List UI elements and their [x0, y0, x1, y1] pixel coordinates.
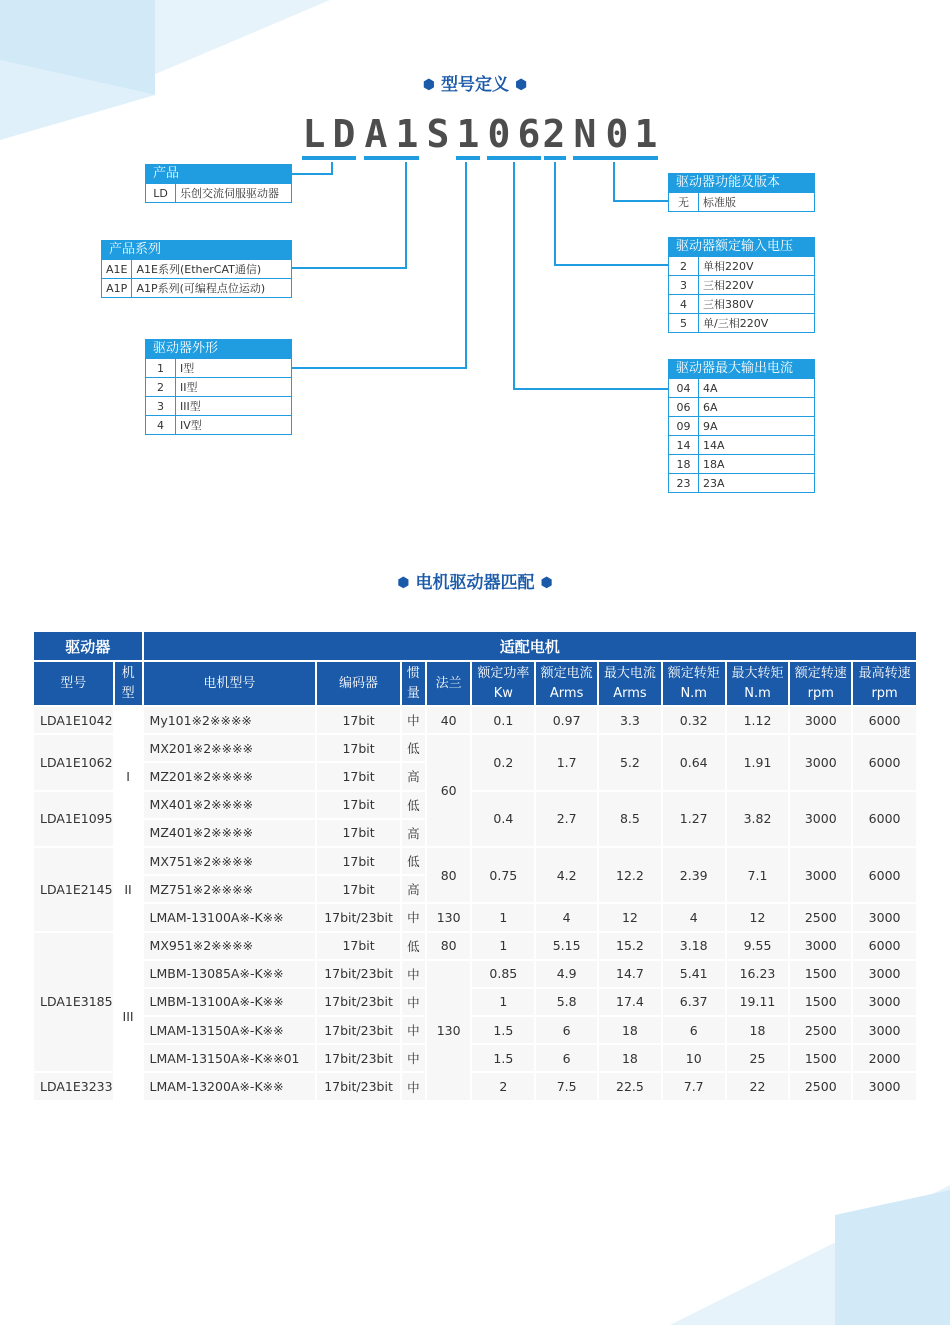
- model-definition-title: ⬢ 型号定义 ⬢: [422, 75, 528, 95]
- header-frame: 机型: [114, 661, 143, 706]
- current-code: 09: [669, 417, 699, 436]
- header-max-torque: 最大转矩 N.m: [726, 661, 790, 706]
- header-max-speed: 最高转速 rpm: [852, 661, 917, 706]
- rated-power: 1: [471, 988, 535, 1016]
- motor-model: MZ201※2※※※※: [143, 762, 317, 790]
- header-model: 型号: [33, 661, 114, 706]
- flange: 130: [426, 960, 472, 1101]
- rated-power: 0.4: [471, 791, 535, 847]
- current-code: 04: [669, 379, 699, 398]
- rated-current: 4: [535, 903, 598, 931]
- encoder: 17bit/23bit: [316, 960, 401, 988]
- flange: 40: [426, 706, 472, 734]
- voltage-box: [668, 237, 815, 333]
- header-rated-power: 额定功率 Kw: [471, 661, 535, 706]
- driver-model: LDA1E1095: [33, 791, 114, 847]
- motor-model: LMBM-13085A※-K※※: [143, 960, 317, 988]
- inertia: 中: [401, 1072, 426, 1100]
- max-torque: 16.23: [726, 960, 790, 988]
- version-box: [668, 173, 815, 212]
- rated-speed: 3000: [789, 791, 852, 847]
- header-encoder: 编码器: [316, 661, 401, 706]
- max-speed: 6000: [852, 932, 917, 960]
- shape-desc: II型: [176, 378, 292, 397]
- max-current: 18: [598, 1044, 662, 1072]
- encoder: 17bit/23bit: [316, 903, 401, 931]
- inertia: 中: [401, 988, 426, 1016]
- shape-box: [145, 339, 292, 435]
- series-box-title: 产品系列: [101, 240, 292, 259]
- voltage-code: 4: [669, 295, 699, 314]
- voltage-code: 2: [669, 257, 699, 276]
- max-torque: 25: [726, 1044, 790, 1072]
- rated-speed: 2500: [789, 1072, 852, 1100]
- shape-box-title: 驱动器外形: [145, 339, 292, 358]
- version-desc: 标准版: [699, 193, 815, 212]
- version-box-title: 驱动器功能及版本: [668, 173, 815, 192]
- encoder: 17bit: [316, 932, 401, 960]
- current-code: 23: [669, 474, 699, 493]
- current-desc: 9A: [699, 417, 815, 436]
- shape-desc: I型: [176, 359, 292, 378]
- rated-torque: 6.37: [662, 988, 726, 1016]
- voltage-box-title: 驱动器额定输入电压: [668, 237, 815, 256]
- bottom-right-decoration: [650, 1175, 950, 1325]
- max-torque: 9.55: [726, 932, 790, 960]
- rated-current: 7.5: [535, 1072, 598, 1100]
- series-code: A1E: [102, 260, 132, 279]
- inertia: 高: [401, 875, 426, 903]
- rated-power: 1: [471, 903, 535, 931]
- header-inertia: 惯量: [401, 661, 426, 706]
- code-char: S: [426, 112, 450, 156]
- code-char: 1: [456, 112, 480, 156]
- motor-model: MZ751※2※※※※: [143, 875, 317, 903]
- inertia: 低: [401, 847, 426, 875]
- table-row: [33, 932, 917, 960]
- max-speed: 3000: [852, 988, 917, 1016]
- rated-speed: 3000: [789, 734, 852, 790]
- max-speed: 6000: [852, 734, 917, 790]
- inertia: 高: [401, 819, 426, 847]
- motor-model: LMAM-13100A※-K※※: [143, 903, 317, 931]
- table-row: [33, 791, 917, 819]
- shape-desc: III型: [176, 397, 292, 416]
- flange: 130: [426, 903, 472, 931]
- voltage-desc: 三相220V: [699, 276, 815, 295]
- header-flange: 法兰: [426, 661, 472, 706]
- encoder: 17bit/23bit: [316, 988, 401, 1016]
- driver-model: LDA1E3185: [33, 932, 114, 1073]
- series-desc: A1P系列(可编程点位运动): [132, 279, 292, 298]
- max-current: 22.5: [598, 1072, 662, 1100]
- frame-cell: I: [114, 706, 143, 847]
- encoder: 17bit: [316, 847, 401, 875]
- shape-code: 3: [146, 397, 176, 416]
- table-row: [33, 1072, 917, 1100]
- motor-model: MX751※2※※※※: [143, 847, 317, 875]
- code-char: A: [364, 112, 388, 156]
- shape-code: 4: [146, 416, 176, 435]
- rated-power: 1: [471, 932, 535, 960]
- max-current: 15.2: [598, 932, 662, 960]
- inertia: 低: [401, 734, 426, 762]
- table-row: [33, 847, 917, 875]
- rated-speed: 1500: [789, 988, 852, 1016]
- code-char: L: [302, 112, 326, 156]
- inertia: 中: [401, 1044, 426, 1072]
- rated-torque: 7.7: [662, 1072, 726, 1100]
- rated-power: 1.5: [471, 1044, 535, 1072]
- header-max-current: 最大电流 Arms: [598, 661, 662, 706]
- motor-model: MX401※2※※※※: [143, 791, 317, 819]
- rated-torque: 3.18: [662, 932, 726, 960]
- frame-cell: II: [114, 847, 143, 932]
- max-speed: 3000: [852, 1072, 917, 1100]
- motor-driver-table: [32, 630, 918, 1102]
- motor-model: LMAM-13200A※-K※※: [143, 1072, 317, 1100]
- code-char: 6: [517, 112, 541, 156]
- max-torque: 1.91: [726, 734, 790, 790]
- rated-power: 0.1: [471, 706, 535, 734]
- driver-model: LDA1E1062: [33, 734, 114, 790]
- encoder: 17bit: [316, 706, 401, 734]
- code-char: N: [573, 112, 597, 156]
- max-torque: 18: [726, 1016, 790, 1044]
- current-desc: 6A: [699, 398, 815, 417]
- series-code: A1P: [102, 279, 132, 298]
- table-row: [33, 988, 917, 1016]
- rated-torque: 2.39: [662, 847, 726, 903]
- version-code: 无: [669, 193, 699, 212]
- max-torque: 12: [726, 903, 790, 931]
- encoder: 17bit: [316, 762, 401, 790]
- current-code: 06: [669, 398, 699, 417]
- max-current: 12: [598, 903, 662, 931]
- rated-current: 5.15: [535, 932, 598, 960]
- max-torque: 1.12: [726, 706, 790, 734]
- rated-current: 0.97: [535, 706, 598, 734]
- motor-model: MX201※2※※※※: [143, 734, 317, 762]
- header-motor-model: 电机型号: [143, 661, 317, 706]
- rated-speed: 3000: [789, 847, 852, 903]
- rated-speed: 3000: [789, 706, 852, 734]
- encoder: 17bit: [316, 734, 401, 762]
- encoder: 17bit/23bit: [316, 1016, 401, 1044]
- max-current: 14.7: [598, 960, 662, 988]
- hex-bullet-icon: ⬢: [540, 575, 553, 591]
- max-current: 17.4: [598, 988, 662, 1016]
- max-speed: 3000: [852, 1016, 917, 1044]
- header-rated-torque: 额定转矩 N.m: [662, 661, 726, 706]
- table-row: [33, 960, 917, 988]
- encoder: 17bit: [316, 875, 401, 903]
- product-box: [145, 164, 292, 203]
- inertia: 中: [401, 960, 426, 988]
- voltage-desc: 单/三相220V: [699, 314, 815, 333]
- max-torque: 22: [726, 1072, 790, 1100]
- inertia: 中: [401, 706, 426, 734]
- flange: 80: [426, 932, 472, 960]
- driver-model: LDA1E2145: [33, 847, 114, 932]
- max-torque: 3.82: [726, 791, 790, 847]
- rated-speed: 2500: [789, 903, 852, 931]
- inertia: 中: [401, 1016, 426, 1044]
- rated-power: 0.75: [471, 847, 535, 903]
- header-rated-speed: 额定转速 rpm: [789, 661, 852, 706]
- motor-model: LMAM-13150A※-K※※: [143, 1016, 317, 1044]
- motor-model: My101※2※※※※: [143, 706, 317, 734]
- frame-cell: III: [114, 932, 143, 1101]
- header-driver-group: 驱动器: [33, 631, 143, 661]
- shape-code: 1: [146, 359, 176, 378]
- rated-current: 1.7: [535, 734, 598, 790]
- rated-current: 6: [535, 1044, 598, 1072]
- rated-torque: 1.27: [662, 791, 726, 847]
- motor-model: MZ401※2※※※※: [143, 819, 317, 847]
- current-box-title: 驱动器最大输出电流: [668, 359, 815, 378]
- header-motor-group: 适配电机: [143, 631, 917, 661]
- product-desc: 乐创交流伺服驱动器: [176, 184, 292, 203]
- rated-power: 0.85: [471, 960, 535, 988]
- max-speed: 2000: [852, 1044, 917, 1072]
- flange: 80: [426, 847, 472, 903]
- motor-match-title: ⬢ 电机驱动器匹配 ⬢: [397, 573, 553, 593]
- motor-model: MX951※2※※※※: [143, 932, 317, 960]
- shape-code: 2: [146, 378, 176, 397]
- rated-current: 5.8: [535, 988, 598, 1016]
- current-box: [668, 359, 815, 493]
- rated-power: 2: [471, 1072, 535, 1100]
- code-char: 2: [542, 112, 566, 156]
- rated-speed: 1500: [789, 1044, 852, 1072]
- rated-current: 4.9: [535, 960, 598, 988]
- inertia: 中: [401, 903, 426, 931]
- encoder: 17bit/23bit: [316, 1072, 401, 1100]
- table-row: [33, 734, 917, 762]
- rated-current: 6: [535, 1016, 598, 1044]
- rated-torque: 5.41: [662, 960, 726, 988]
- hex-bullet-icon: ⬢: [422, 77, 435, 93]
- rated-power: 0.2: [471, 734, 535, 790]
- driver-model: LDA1E3233: [33, 1072, 114, 1100]
- max-speed: 6000: [852, 706, 917, 734]
- current-desc: 4A: [699, 379, 815, 398]
- code-char: 1: [634, 112, 658, 156]
- rated-torque: 6: [662, 1016, 726, 1044]
- product-box-title: 产品: [145, 164, 292, 183]
- max-current: 12.2: [598, 847, 662, 903]
- max-speed: 3000: [852, 903, 917, 931]
- rated-torque: 0.32: [662, 706, 726, 734]
- voltage-desc: 三相380V: [699, 295, 815, 314]
- rated-torque: 10: [662, 1044, 726, 1072]
- rated-current: 2.7: [535, 791, 598, 847]
- rated-speed: 2500: [789, 1016, 852, 1044]
- rated-torque: 0.64: [662, 734, 726, 790]
- table-row: [33, 903, 917, 931]
- current-desc: 23A: [699, 474, 815, 493]
- header-rated-current: 额定电流 Arms: [535, 661, 598, 706]
- shape-desc: IV型: [176, 416, 292, 435]
- inertia: 低: [401, 791, 426, 819]
- max-torque: 19.11: [726, 988, 790, 1016]
- table-row: [33, 1044, 917, 1072]
- current-desc: 14A: [699, 436, 815, 455]
- inertia: 高: [401, 762, 426, 790]
- hex-bullet-icon: ⬢: [397, 575, 410, 591]
- rated-power: 1.5: [471, 1016, 535, 1044]
- max-speed: 6000: [852, 847, 917, 903]
- encoder: 17bit: [316, 819, 401, 847]
- max-torque: 7.1: [726, 847, 790, 903]
- series-box: [101, 240, 292, 298]
- current-code: 14: [669, 436, 699, 455]
- max-speed: 3000: [852, 960, 917, 988]
- max-current: 5.2: [598, 734, 662, 790]
- motor-model: LMAM-13150A※-K※※01: [143, 1044, 317, 1072]
- voltage-desc: 单相220V: [699, 257, 815, 276]
- series-desc: A1E系列(EtherCAT通信): [132, 260, 292, 279]
- voltage-code: 3: [669, 276, 699, 295]
- rated-speed: 3000: [789, 932, 852, 960]
- motor-model: LMBM-13100A※-K※※: [143, 988, 317, 1016]
- encoder: 17bit: [316, 791, 401, 819]
- code-char: D: [332, 112, 356, 156]
- max-current: 18: [598, 1016, 662, 1044]
- code-char: 0: [605, 112, 629, 156]
- voltage-code: 5: [669, 314, 699, 333]
- max-speed: 6000: [852, 791, 917, 847]
- inertia: 低: [401, 932, 426, 960]
- product-code: LD: [146, 184, 176, 203]
- encoder: 17bit/23bit: [316, 1044, 401, 1072]
- driver-model: LDA1E1042: [33, 706, 114, 734]
- rated-torque: 4: [662, 903, 726, 931]
- code-char: 0: [487, 112, 511, 156]
- table-row: [33, 706, 917, 734]
- flange: 60: [426, 734, 472, 847]
- max-current: 3.3: [598, 706, 662, 734]
- current-code: 18: [669, 455, 699, 474]
- max-current: 8.5: [598, 791, 662, 847]
- current-desc: 18A: [699, 455, 815, 474]
- rated-speed: 1500: [789, 960, 852, 988]
- hex-bullet-icon: ⬢: [515, 77, 528, 93]
- rated-current: 4.2: [535, 847, 598, 903]
- table-row: [33, 1016, 917, 1044]
- code-char: 1: [395, 112, 419, 156]
